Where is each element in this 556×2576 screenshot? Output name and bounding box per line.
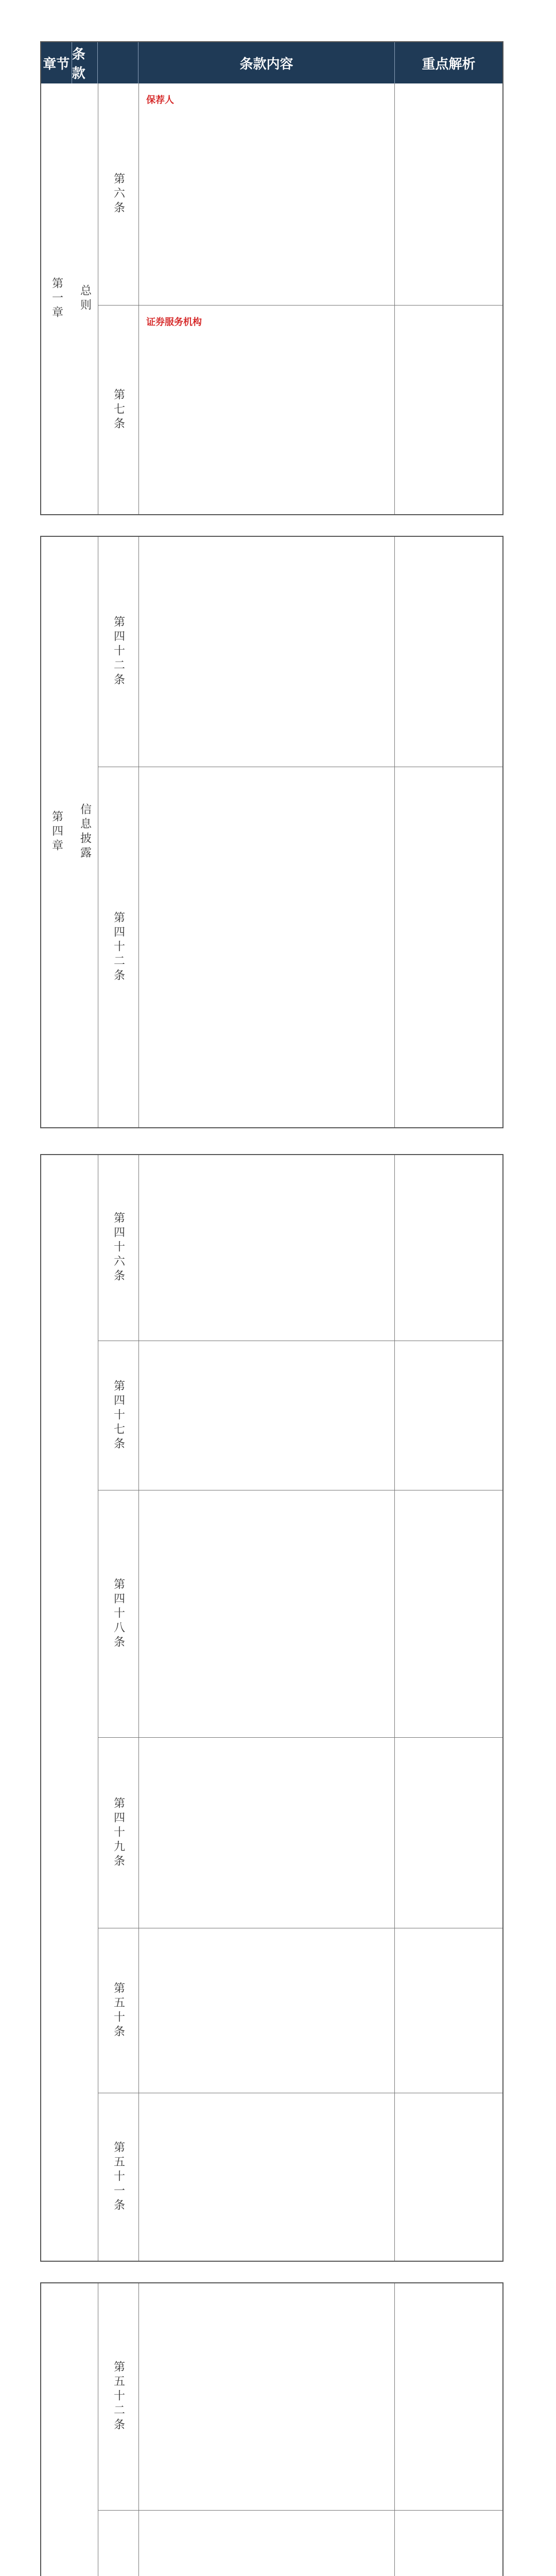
section-column-empty (72, 2283, 98, 2576)
article-number: 第四十八条 (98, 1490, 139, 1737)
article-number: 第四十九条 (98, 1738, 139, 1928)
key-analysis (395, 1341, 502, 1490)
clause-content (139, 83, 395, 305)
chapter-column-empty (41, 2283, 73, 2576)
table-row (98, 305, 502, 514)
key-analysis (395, 537, 502, 767)
header-article-spacer (98, 42, 139, 83)
article-number: 第六条 (98, 83, 139, 305)
table-row (98, 767, 502, 1127)
header-content: 条款内容 (138, 42, 395, 83)
clause-content (139, 1341, 395, 1490)
section-label: 总则 (72, 83, 98, 514)
key-analysis (395, 1490, 502, 1737)
section-label: 信息披露 (72, 537, 98, 1127)
table-row (98, 2093, 502, 2261)
key-analysis (395, 2283, 502, 2510)
table-row (98, 1341, 502, 1490)
table-row (98, 537, 502, 767)
table-block-timing (40, 2282, 503, 2576)
clause-content (139, 537, 395, 767)
chapter-label: 第一章 (41, 83, 73, 514)
key-analysis (395, 2511, 502, 2576)
clause-content (139, 2511, 395, 2576)
chapter-column-empty (41, 1155, 73, 2261)
clause-content (139, 2283, 395, 2510)
key-analysis (395, 1928, 502, 2093)
article-number: 第四十二条 (98, 767, 139, 1127)
table-row (98, 1490, 502, 1737)
article-number: 第四十二条 (98, 537, 139, 767)
article-number: 第四十七条 (98, 1341, 139, 1490)
highlight-text: 保荐人 (146, 95, 174, 106)
article-number: 第七条 (98, 306, 139, 514)
header-section: 条款 (72, 42, 98, 83)
header-chapter: 章节 (41, 42, 72, 83)
table-header (41, 42, 502, 83)
key-analysis (395, 83, 502, 305)
key-analysis (395, 2093, 502, 2261)
table-row (98, 1155, 502, 1341)
article-number: 第五十一条 (98, 2093, 139, 2261)
table-row (98, 1737, 502, 1928)
article-number: 第五十条 (98, 1928, 139, 2093)
clause-content (139, 1928, 395, 2093)
clause-content (139, 767, 395, 1127)
key-analysis (395, 1738, 502, 1928)
highlight-text: 证券服务机构 (146, 317, 202, 328)
key-analysis (395, 1155, 502, 1341)
clause-content (139, 1738, 395, 1928)
table-block-disclosure (40, 536, 503, 1128)
table-row (98, 83, 502, 305)
table-row (98, 2283, 502, 2510)
clause-content (139, 1155, 395, 1341)
chapter-label: 第四章 (41, 537, 73, 1127)
clause-content (139, 1490, 395, 1737)
table-block-general (40, 41, 503, 515)
article-number: 第四十六条 (98, 1155, 139, 1341)
table-block-responsibility (40, 1154, 503, 2262)
clause-content (139, 2093, 395, 2261)
table-row (98, 2510, 502, 2576)
key-analysis (395, 767, 502, 1127)
article-number (98, 2511, 139, 2576)
table-row (98, 1928, 502, 2093)
clause-content (139, 306, 395, 514)
key-analysis (395, 306, 502, 514)
article-number: 第五十二条 (98, 2283, 139, 2510)
section-column-empty (72, 1155, 98, 2261)
header-note: 重点解析 (422, 56, 476, 72)
